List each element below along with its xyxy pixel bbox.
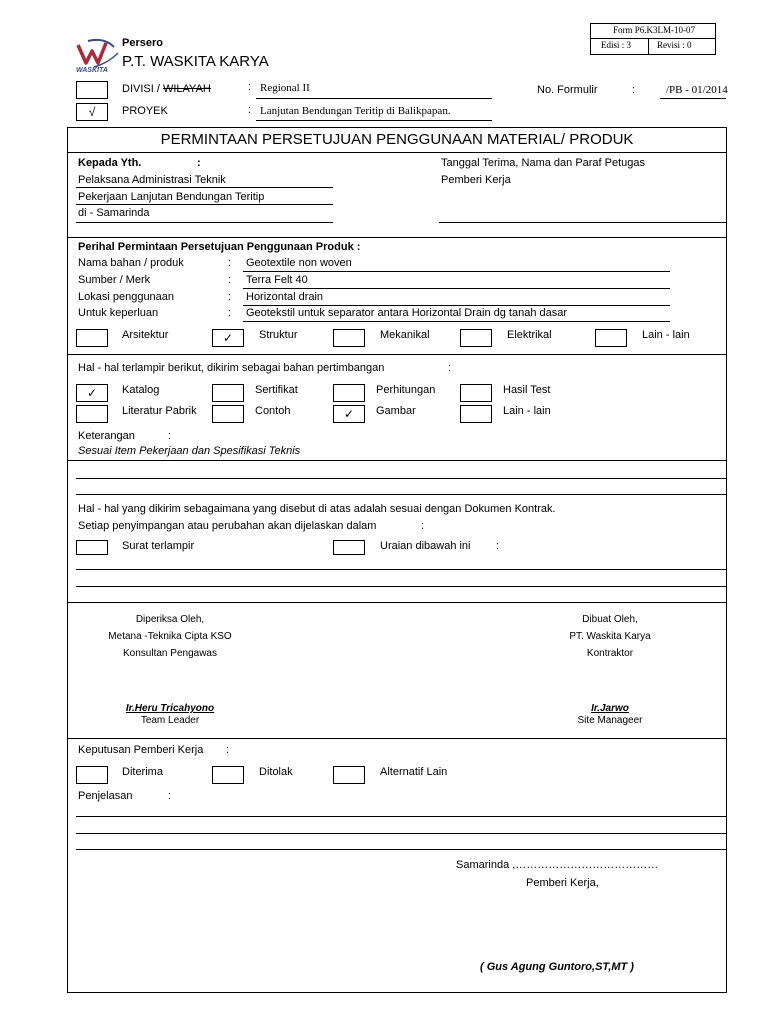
no-formulir-label: No. Formulir xyxy=(537,84,598,96)
attachment-checkbox-contoh[interactable] xyxy=(212,405,244,423)
revisi: Revisi : 0 xyxy=(657,40,692,50)
category-checkbox-arsitektur[interactable] xyxy=(76,329,108,347)
field-label: Sumber / Merk xyxy=(78,274,151,286)
attachment-checkbox-katalog[interactable]: ✓ xyxy=(76,384,108,402)
field-label: Nama bahan / produk xyxy=(78,257,184,269)
field-label: Lokasi penggunaan xyxy=(78,291,175,303)
signature-right-role: Site Manageer xyxy=(577,715,643,726)
pemberi-kerja-label: Pemberi Kerja xyxy=(441,174,511,186)
decision-label: Alternatif Lain xyxy=(380,766,448,778)
conformity-colon: : xyxy=(421,520,425,532)
category-label: Mekanikal xyxy=(380,329,430,341)
addressee-line-3: di - Samarinda xyxy=(78,207,150,219)
attachment-checkbox-sertifikat[interactable] xyxy=(212,384,244,402)
attachment-label: Katalog xyxy=(122,384,160,396)
decision-checkbox-ditolak[interactable] xyxy=(212,766,244,784)
surat-terlampir-checkbox[interactable] xyxy=(76,540,108,555)
attachment-label: Sertifikat xyxy=(255,384,298,396)
category-checkbox-mekanikal[interactable] xyxy=(333,329,365,347)
attachments-heading: Hal - hal terlampir berikut, dikirim sebagai bahan pertimbangan xyxy=(78,362,385,374)
penjelasan-colon: : xyxy=(168,790,172,802)
signature-left-line-2: Metana -Teknika Cipta KSO xyxy=(108,631,232,642)
signature-right-name: Ir.Jarwo xyxy=(591,703,629,714)
form-code-box xyxy=(590,23,716,55)
keterangan-colon: : xyxy=(168,430,172,442)
category-label: Arsitektur xyxy=(122,329,169,341)
uraian-checkbox[interactable] xyxy=(333,540,365,555)
category-checkbox-elektrikal[interactable] xyxy=(460,329,492,347)
field-value: Terra Felt 40 xyxy=(246,274,308,286)
signature-left-name-block xyxy=(90,703,250,727)
no-formulir-colon: : xyxy=(632,84,636,96)
field-label: Untuk keperluan xyxy=(78,307,159,319)
field-colon: : xyxy=(228,307,232,319)
signature-right-line-3: Kontraktor xyxy=(586,648,634,659)
no-formulir-value: /PB - 01/2014 xyxy=(666,84,728,96)
category-checkbox-lain-lain[interactable] xyxy=(595,329,627,347)
decision-label: Ditolak xyxy=(259,766,293,778)
field-colon: : xyxy=(228,291,232,303)
place-date: Samarinda ,………………………………… xyxy=(456,859,659,871)
signature-left-role: Team Leader xyxy=(140,715,200,726)
surat-terlampir-label: Surat terlampir xyxy=(122,540,195,552)
field-value: Geotekstil untuk separator antara Horizontal Drain dg tanah dasar xyxy=(246,307,568,319)
signature-right xyxy=(530,611,690,662)
divisi-label: DIVISI / WILAYAH xyxy=(122,83,211,95)
addressee-line-2: Pekerjaan Lanjutan Bendungan Teritip xyxy=(78,191,265,203)
attachments-colon: : xyxy=(448,362,452,374)
signature-left-line-3: Konsultan Pengawas xyxy=(123,648,217,659)
attachment-checkbox-hasil-test[interactable] xyxy=(460,384,492,402)
attachment-label: Perhitungan xyxy=(376,384,436,396)
attachment-label: Lain - lain xyxy=(503,405,551,417)
keterangan-label: Keterangan xyxy=(78,430,135,442)
perihal-heading: Perihal Permintaan Persetujuan Penggunaan Produk : xyxy=(78,241,361,253)
kepada-label: Kepada Yth. xyxy=(78,157,142,169)
kepada-colon: : xyxy=(197,157,201,169)
decision-label: Diterima xyxy=(122,766,163,778)
category-label: Lain - lain xyxy=(642,329,690,341)
attachment-label: Contoh xyxy=(255,405,291,417)
attachment-checkbox-perhitungan[interactable] xyxy=(333,384,365,402)
decision-checkbox-diterima[interactable] xyxy=(76,766,108,784)
conformity-line-2: Setiap penyimpangan atau perubahan akan dijelaskan dalam xyxy=(78,520,377,532)
uraian-label: Uraian dibawah ini xyxy=(380,540,471,552)
proyek-checkbox[interactable] xyxy=(76,103,108,121)
signature-right-line-2: PT. Waskita Karya xyxy=(569,631,651,642)
keterangan-value: Sesuai Item Pekerjaan dan Spesifikasi Teknis xyxy=(78,445,301,457)
signature-right-name-block xyxy=(530,703,690,727)
tanggal-terima-label: Tanggal Terima, Nama dan Paraf Petugas xyxy=(441,157,646,169)
signature-right-line-1: Dibuat Oleh, xyxy=(582,614,638,625)
decision-colon: : xyxy=(226,744,230,756)
pemberi-kerja-sign-label: Pemberi Kerja, xyxy=(526,877,599,889)
attachment-checkbox-gambar[interactable]: ✓ xyxy=(333,405,365,423)
proyek-colon: : xyxy=(248,104,252,116)
persero-label: Persero xyxy=(122,37,163,49)
attachment-checkbox-lain-lain[interactable] xyxy=(460,405,492,423)
proyek-value: Lanjutan Bendungan Teritip di Balikpapan. xyxy=(260,105,451,117)
wilayah-label: WILAYAH xyxy=(162,83,211,95)
field-value: Geotextile non woven xyxy=(246,257,352,269)
field-value: Horizontal drain xyxy=(246,291,324,303)
signature-left xyxy=(90,611,250,662)
signer-name: ( Gus Agung Guntoro,ST,MT ) xyxy=(480,961,634,973)
proyek-check: √ xyxy=(88,105,96,119)
field-colon: : xyxy=(228,274,232,286)
form-code: Form P6.K3LM-10-07 xyxy=(613,25,696,35)
edisi: Edisi : 3 xyxy=(601,40,632,50)
attachment-label: Hasil Test xyxy=(503,384,551,396)
waskita-logo xyxy=(74,37,122,77)
divisi-checkbox[interactable] xyxy=(76,81,108,99)
category-checkbox-struktur[interactable]: ✓ xyxy=(212,329,244,347)
category-label: Elektrikal xyxy=(507,329,552,341)
category-label: Struktur xyxy=(259,329,298,341)
divisi-colon: : xyxy=(248,81,252,93)
form-title-box xyxy=(67,127,727,153)
company-name: P.T. WASKITA KARYA xyxy=(122,53,269,70)
attachment-checkbox-literatur[interactable] xyxy=(76,405,108,423)
penjelasan-label: Penjelasan xyxy=(78,790,133,802)
attachment-label: Literatur Pabrik xyxy=(122,405,197,417)
decision-checkbox-alternatif[interactable] xyxy=(333,766,365,784)
uraian-colon: : xyxy=(496,540,500,552)
divisi-value: Regional II xyxy=(260,82,310,94)
attachment-label: Gambar xyxy=(376,405,416,417)
form-title: PERMINTAAN PERSETUJUAN PENGGUNAAN MATERIAL/ PRODUK xyxy=(160,131,634,148)
signature-left-line-1: Diperiksa Oleh, xyxy=(135,614,205,625)
addressee-line-1: Pelaksana Administrasi Teknik xyxy=(78,174,226,186)
signature-left-name: Ir.Heru Tricahyono xyxy=(125,703,215,714)
logo-text: WASKITA xyxy=(76,67,108,74)
decision-heading: Keputusan Pemberi Kerja xyxy=(78,744,204,756)
proyek-label: PROYEK xyxy=(122,105,168,117)
field-colon: : xyxy=(228,257,232,269)
conformity-line-1: Hal - hal yang dikirim sebagaimana yang disebut di atas adalah sesuai dengan Dokumen Kontrak. xyxy=(78,503,556,515)
